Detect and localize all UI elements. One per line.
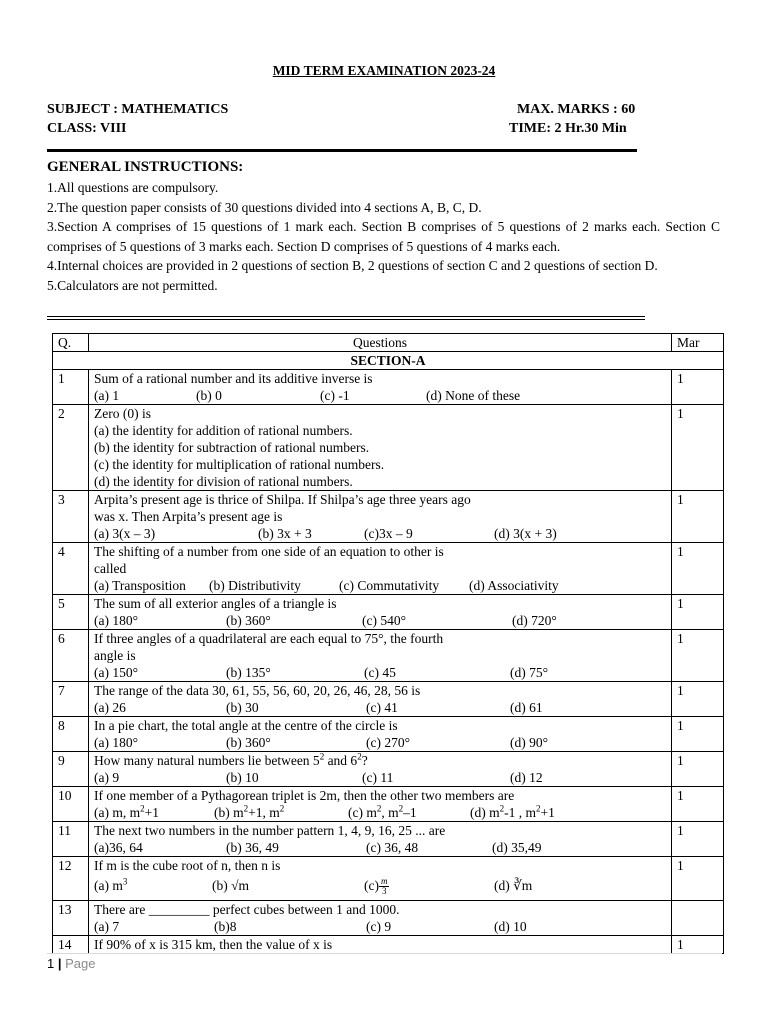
question-stem: If three angles of a quadrilateral are each equal to 75°, the fourth <box>94 631 444 646</box>
option-a: (a)36, 64 <box>94 840 143 855</box>
question-text <box>89 682 672 717</box>
options <box>94 874 666 898</box>
column-header-marks: Mar <box>672 334 724 352</box>
option-a: (a) the identity for addition of rational numbers. <box>94 423 353 438</box>
text: +1 <box>540 805 555 820</box>
question-number: 6 <box>53 630 89 682</box>
stem-part: and 6 <box>324 753 358 768</box>
text: , m <box>381 805 399 820</box>
question-stem-cont: called <box>94 561 127 576</box>
table-row <box>53 491 724 543</box>
option-b: (b) 30 <box>226 700 259 715</box>
question-text <box>89 630 672 682</box>
option-c: (c) -1 <box>320 388 350 403</box>
table-row <box>53 752 724 787</box>
option-d: (d) 10 <box>494 919 527 934</box>
text: (c) m <box>348 805 377 820</box>
question-number: 2 <box>53 405 89 491</box>
option-b: (b) 0 <box>196 388 222 403</box>
question-stem-cont: angle is <box>94 648 136 663</box>
instructions-divider-2 <box>47 319 645 320</box>
options <box>94 804 666 821</box>
numerator: m <box>380 876 388 887</box>
instruction-item: 2.The question paper consists of 30 questions divided into 4 sections A, B, C, D. <box>47 199 482 215</box>
question-stem: The sum of all exterior angles of a triangle is <box>94 596 337 611</box>
option-c: (c) 45 <box>364 665 396 680</box>
option-a: (a) Transposition <box>94 578 186 593</box>
question-number: 11 <box>53 822 89 857</box>
option-d: (d) Associativity <box>469 578 559 593</box>
question-number: 10 <box>53 787 89 822</box>
text: -1 , m <box>504 805 536 820</box>
text: (d) m <box>470 805 500 820</box>
question-marks: 1 <box>672 370 724 405</box>
option-a: (a) 1 <box>94 388 120 403</box>
fraction <box>379 877 390 896</box>
question-stem: The next two numbers in the number pattern 1, 4, 9, 16, 25 ... are <box>94 823 446 838</box>
column-header-q: Q. <box>53 334 89 352</box>
exponent: 2 <box>357 751 362 762</box>
page-label: Page <box>65 956 96 971</box>
option-c: (c)3x – 9 <box>364 526 413 541</box>
option-b: (b) 10 <box>226 770 259 785</box>
question-text: If 90% of x is 315 km, then the value of x is <box>89 936 672 954</box>
option-a <box>94 804 214 821</box>
question-text <box>89 787 672 822</box>
question-text <box>89 822 672 857</box>
section-row <box>53 352 724 370</box>
options <box>94 664 666 681</box>
question-number: 13 <box>53 901 89 936</box>
instruction-item: 5.Calculators are not permitted. <box>47 277 218 293</box>
table-row <box>53 787 724 822</box>
question-marks: 1 <box>672 752 724 787</box>
question-stem: The shifting of a number from one side of an equation to other is <box>94 544 444 559</box>
option-a: (a) 26 <box>94 700 126 715</box>
table-row <box>53 405 724 491</box>
option-a: (a) 9 <box>94 770 120 785</box>
option-a: (a) 180° <box>94 613 139 628</box>
max-marks-label: MAX. MARKS : 60 <box>517 102 636 117</box>
option-b: (b) 360° <box>226 735 271 750</box>
question-marks: 1 <box>672 682 724 717</box>
option-a: (a) 180° <box>94 735 139 750</box>
table-header-row <box>53 334 724 352</box>
option-c: (c) 270° <box>366 735 411 750</box>
column-header-questions: Questions <box>89 334 672 352</box>
table-row <box>53 936 724 954</box>
table-row <box>53 717 724 752</box>
option-c <box>348 804 470 821</box>
question-text <box>89 370 672 405</box>
text: (c) <box>364 878 379 893</box>
page-footer <box>47 956 95 971</box>
question-marks: 1 <box>672 595 724 630</box>
option-b <box>214 804 348 821</box>
stem-part: ? <box>361 753 368 768</box>
option-c: (c) 540° <box>362 613 407 628</box>
question-stem: If m is the cube root of n, then n is <box>94 858 281 873</box>
page-separator: | <box>54 956 66 971</box>
option-d: (d) None of these <box>426 388 521 403</box>
option-b: (b) 135° <box>226 665 271 680</box>
table-row <box>53 901 724 936</box>
option-b: (b) 36, 49 <box>226 840 279 855</box>
options <box>94 699 666 716</box>
question-number: 1 <box>53 370 89 405</box>
option-c: (c) Commutativity <box>339 578 440 593</box>
exponent: 2 <box>243 803 249 814</box>
options <box>94 387 666 404</box>
question-stem: If one member of a Pythagorean triplet is 2m, then the other two members are <box>94 788 515 803</box>
options <box>94 734 666 751</box>
exponent: 3 <box>122 876 128 887</box>
instructions-divider <box>47 316 645 317</box>
option-d: (d) 61 <box>510 700 543 715</box>
exponent: 2 <box>376 803 382 814</box>
class-label: CLASS: VIII <box>47 121 127 136</box>
time-label: TIME: 2 Hr.30 Min <box>509 121 627 136</box>
section-a-heading: SECTION-A <box>53 352 724 370</box>
option-c <box>364 874 494 898</box>
option-b: (b) 3x + 3 <box>258 526 312 541</box>
question-number: 4 <box>53 543 89 595</box>
question-text <box>89 857 672 901</box>
question-stem: Arpita’s present age is thrice of Shilpa. If Shilpa’s age three years ago <box>94 492 471 507</box>
option-d: (d) 12 <box>510 770 543 785</box>
question-number: 5 <box>53 595 89 630</box>
question-stem-cont: was x. Then Arpita’s present age is <box>94 509 283 524</box>
question-marks: 1 <box>672 822 724 857</box>
table-row <box>53 630 724 682</box>
question-marks: 1 <box>672 857 724 901</box>
text: +1, m <box>248 805 280 820</box>
subject-label: SUBJECT : MATHEMATICS <box>47 102 229 117</box>
exponent: 2 <box>319 751 325 762</box>
question-text <box>89 752 672 787</box>
stem-part: How many natural numbers lie between 5 <box>94 753 320 768</box>
question-number: 3 <box>53 491 89 543</box>
option-d <box>470 804 555 821</box>
option-c: (c) 41 <box>366 700 398 715</box>
option-d: (d) ∛m <box>494 878 533 893</box>
option-c: (c) the identity for multiplication of rational numbers. <box>94 457 385 472</box>
table-row <box>53 370 724 405</box>
option-b: (b) √m <box>212 878 250 893</box>
question-stem: There are _________ perfect cubes between 1 and 1000. <box>94 902 400 917</box>
question-marks: 1 <box>672 717 724 752</box>
question-stem <box>94 752 666 769</box>
question-marks: 1 <box>672 491 724 543</box>
table-row <box>53 595 724 630</box>
option-a: (a) 7 <box>94 919 120 934</box>
question-marks: 1 <box>672 630 724 682</box>
exponent: 2 <box>499 803 505 814</box>
text: –1 <box>403 805 417 820</box>
text: +1 <box>144 805 159 820</box>
instruction-item: 1.All questions are compulsory. <box>47 180 219 195</box>
question-text <box>89 901 672 936</box>
question-number: 12 <box>53 857 89 901</box>
question-stem: The range of the data 30, 61, 55, 56, 60, 20, 26, 46, 28, 56 is <box>94 683 421 698</box>
question-number: 7 <box>53 682 89 717</box>
option-b: (b)8 <box>214 919 237 934</box>
denominator: 3 <box>381 886 387 897</box>
question-text <box>89 595 672 630</box>
option-d: (d) 75° <box>510 665 549 680</box>
question-marks: 1 <box>672 543 724 595</box>
question-marks <box>672 901 724 936</box>
instructions-list <box>47 178 720 295</box>
option-b: (b) 360° <box>226 613 271 628</box>
question-text <box>89 491 672 543</box>
option-b: (b) Distributivity <box>209 578 301 593</box>
question-marks: 1 <box>672 936 724 954</box>
page-number: 1 <box>47 956 55 971</box>
exam-title: MID TERM EXAMINATION 2023-24 <box>272 63 496 78</box>
option-d: (d) 90° <box>510 735 549 750</box>
question-text <box>89 405 672 491</box>
option-c: (c) 36, 48 <box>366 840 419 855</box>
option-d: (d) 3(x + 3) <box>494 526 557 541</box>
footer-divider <box>47 953 722 954</box>
instruction-item: 4.Internal choices are provided in 2 questions of section B, 2 questions of section C and 2 questions of section D. <box>47 258 658 273</box>
option-d: (d) the identity for division of rational numbers. <box>94 474 353 489</box>
question-number: 14 <box>53 936 89 954</box>
question-marks: 1 <box>672 787 724 822</box>
table-row <box>53 857 724 901</box>
exponent: 2 <box>398 803 404 814</box>
options <box>94 839 666 856</box>
option-b: (b) the identity for subtraction of rational numbers. <box>94 440 370 455</box>
question-text <box>89 543 672 595</box>
question-marks: 1 <box>672 405 724 491</box>
exponent: 2 <box>536 803 541 814</box>
text: (a) m, m <box>94 805 141 820</box>
question-number: 8 <box>53 717 89 752</box>
exponent: 2 <box>279 803 285 814</box>
question-number: 9 <box>53 752 89 787</box>
table-row <box>53 822 724 857</box>
option-d: (d) 720° <box>512 613 557 628</box>
question-stem: Zero (0) is <box>94 406 151 421</box>
table-row <box>53 543 724 595</box>
option-c: (c) 9 <box>366 919 392 934</box>
text: (b) m <box>214 805 244 820</box>
table-row <box>53 682 724 717</box>
question-text <box>89 717 672 752</box>
option-a: (a) 150° <box>94 665 139 680</box>
option-c: (c) 11 <box>362 770 394 785</box>
options <box>94 612 666 629</box>
options <box>94 769 666 786</box>
question-stem: Sum of a rational number and its additive inverse is <box>94 371 373 386</box>
option-d: (d) 35,49 <box>492 840 542 855</box>
option-a <box>94 874 212 898</box>
header-divider <box>47 149 637 152</box>
instructions-heading: GENERAL INSTRUCTIONS: <box>47 159 244 175</box>
question-stem: In a pie chart, the total angle at the centre of the circle is <box>94 718 398 733</box>
instruction-item: 3.Section A comprises of 15 questions of 1 mark each. Section B comprises of 5 questions of 2 marks each. Section C comprises of 5 questions of 3 marks each. Section D comprises of 5 questions of 4 marks each. <box>47 219 720 254</box>
questions-table <box>52 333 724 954</box>
options <box>94 577 666 594</box>
text: (a) m <box>94 878 123 893</box>
options <box>94 525 666 542</box>
options <box>94 918 666 935</box>
option-a: (a) 3(x – 3) <box>94 526 156 541</box>
exponent: 2 <box>140 803 145 814</box>
